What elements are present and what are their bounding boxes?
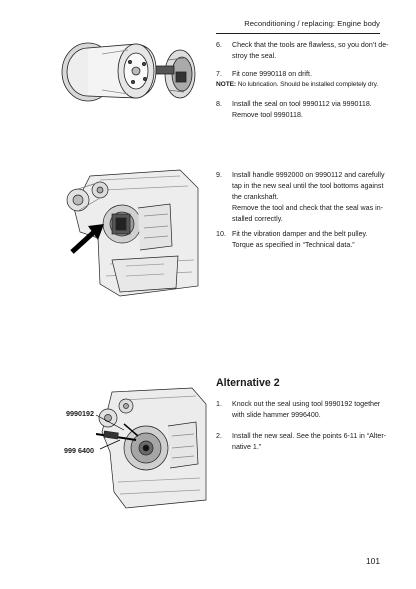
step-text: the crankshaft. (232, 192, 279, 201)
step-text: Check that the tools are flawless, so you don’t de- (232, 41, 389, 49)
step-text: Fit the vibration damper and the belt pulley. (232, 230, 368, 238)
callout-leader-lines (94, 410, 130, 454)
step-text: Install the seal on tool 9990112 via 9990118. (232, 100, 372, 108)
step-text: with slide hammer 9996400. (232, 410, 321, 419)
step-number: 8. (216, 100, 222, 108)
step-text: stalled correctly. (232, 214, 283, 223)
step-text: Remove tool 9990118. (232, 110, 303, 119)
step-number: 1. (216, 400, 222, 408)
step-number: 2. (216, 432, 222, 440)
page-number: 101 (366, 556, 380, 566)
step-number: 9. (216, 171, 222, 179)
step-text: Torque as specified in “Technical data.” (232, 240, 355, 249)
step-number: 10. (216, 230, 226, 238)
section-heading-alternative-2: Alternative 2 (216, 377, 280, 389)
step-text: Install the new seal. See the points 6-11 in “Alter- (232, 432, 387, 440)
step-text: Fit cone 9990118 on drift. (232, 70, 312, 78)
step-text: stroy the seal. (232, 51, 277, 60)
running-header: Reconditioning / replacing: Engine body (244, 19, 380, 28)
step-text: Install handle 9992000 on 9990112 and carefully (232, 171, 385, 179)
engine-seal-install-illustration (60, 168, 200, 298)
step-text: native 1.” (232, 442, 262, 451)
callout-tool-9990192: 9990192 (66, 409, 94, 418)
note (216, 80, 378, 90)
step-number: 6. (216, 41, 222, 49)
step-number: 7. (216, 70, 222, 78)
tools-illustration (58, 40, 200, 102)
callout-tool-9996400: 999 6400 (64, 446, 94, 455)
header-rule (216, 33, 380, 34)
step-text: tap in the new seal until the tool bottoms against (232, 181, 384, 190)
step-text: Remove the tool and check that the seal was in- (232, 203, 384, 212)
note-text: No lubrication. Should be installed completely dry. (236, 81, 379, 88)
step-text: Knock out the seal using tool 9990192 together (232, 400, 381, 408)
note-label: NOTE: (216, 81, 237, 88)
